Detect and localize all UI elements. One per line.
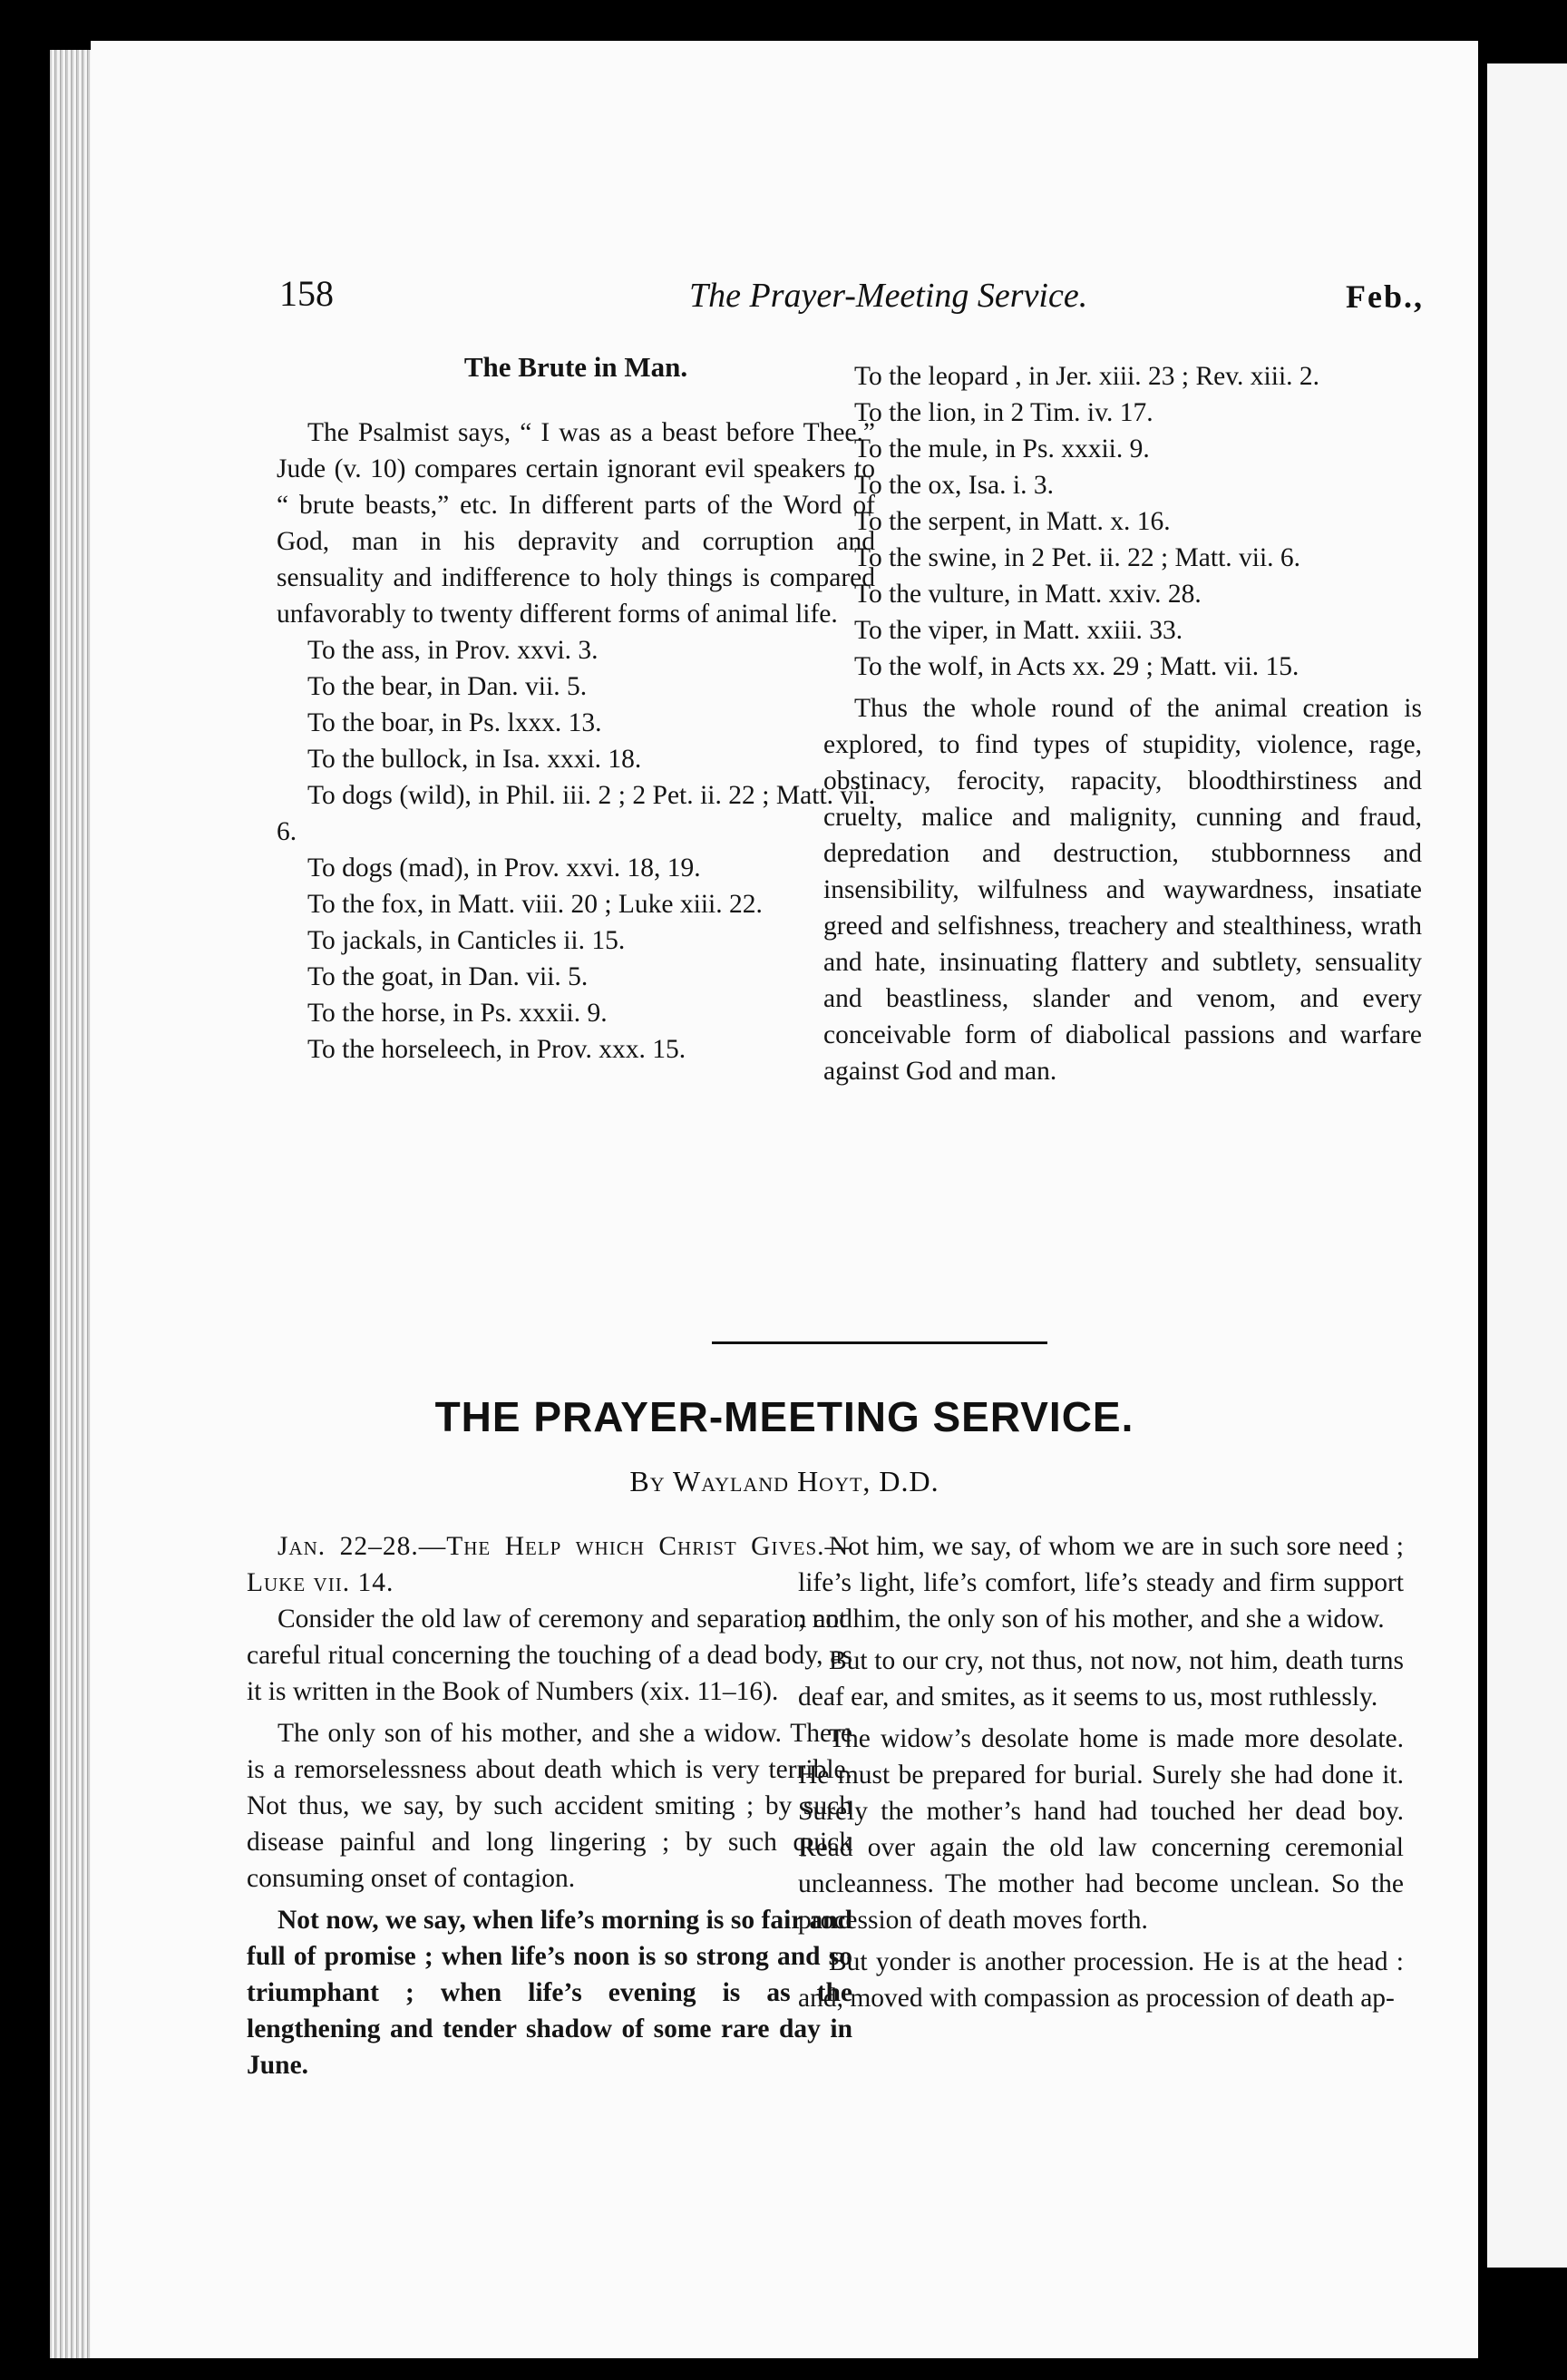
list-item: To the viper, in Matt. xxiii. 33. [854,616,1183,645]
list-item: To dogs (wild), in Phil. iii. 2 ; 2 Pet. ii. 22 ; Matt. vii. 6. [277,781,875,846]
paragraph: The widow’s desolate home is made more desolate. He must be prepared for burial. Surely she had done it. Surely the mother’s hand had touched her dead boy. Read over again the old law concerning ceremonial uncleanness. The mother had become unclean. So the procession of death moves forth. [798,1724,1404,1935]
list-item: To the ass, in Prov. xxvi. 3. [307,636,599,665]
paragraph: Not now, we say, when life’s morning is so fair and full of promise ; when life’s noon is so strong and so triumphant ; when life’s evening is as the lengthening and tender shadow of some rare day in June. [247,1906,852,2080]
list-item: To the wolf, in Acts xx. 29 ; Matt. vii. 15. [854,652,1299,681]
list-item: To the horseleech, in Prov. xxx. 15. [307,1035,686,1064]
section-title: THE PRAYER-MEETING SERVICE. [434,1393,1134,1440]
list-item: To jackals, in Canticles ii. 15. [307,926,626,955]
list-item: To the horse, in Ps. xxxii. 9. [307,999,608,1028]
page-header [91,272,1478,327]
facing-page-edge [1487,63,1567,2268]
service-left-column [247,1528,852,2083]
list-item: To the fox, in Matt. viii. 20 ; Luke xiii. 22. [307,890,763,919]
paragraph: Consider the old law of ceremony and separation and careful ritual concerning the touching of a dead body, as it is written in the Book of Numbers (xix. 11–16). [247,1605,852,1706]
paragraph: The only son of his mother, and she a widow. There is a remorselessness about death which is very terrible. Not thus, we say, by such accident smiting ; by such disease painful and long lingering ; by such quick consuming onset of contagion. [247,1719,852,1893]
month-label: Feb., [1346,278,1424,315]
list-item: To the leopard , in Jer. xiii. 23 ; Rev. xiii. 2. [854,362,1320,391]
page-number: 158 [279,273,334,314]
list-item: To dogs (mad), in Prov. xxvi. 18, 19. [307,853,701,883]
paragraph: But to our cry, not thus, not now, not him, death turns deaf ear, and smites, as it seems to us, most ruthlessly. [798,1646,1404,1712]
brute-left-column [277,349,875,1068]
running-title: The Prayer-Meeting Service. [689,277,1088,315]
list-item: To the bullock, in Isa. xxxi. 18. [307,745,642,774]
list-item: To the lion, in 2 Tim. iv. 17. [854,398,1153,427]
byline: By Wayland Hoyt, D.D. [629,1465,939,1497]
list-item: To the vulture, in Matt. xxiv. 28. [854,580,1202,609]
list-item: To the swine, in 2 Pet. ii. 22 ; Matt. vii. 6. [854,543,1301,572]
list-item: To the ox, Isa. i. 3. [854,471,1054,500]
paragraph: Thus the whole round of the animal creation is explored, to find types of stupidity, violence, rage, obstinacy, ferocity, rapacity, bloodthirstiness and cruelty, malice and malignity, cunning and fraud, depredation and destruction, stubbornness and insensibility, wilfulness and waywardness, insatiate greed and selfishness, treachery and stealthiness, wrath and hate, insinuating flattery and subtlety, sensuality and beastliness, slander and venom, and every conceivable form of diabolical passions and warfare against God and man. [823,694,1422,1086]
list-item: To the mule, in Ps. xxxii. 9. [854,434,1150,463]
section-divider [712,1341,1047,1344]
article-title: The Brute in Man. [463,351,688,383]
topic-heading: Jan. 22–28.—The Help which Christ Gives.—Luke vii. 14. [247,1532,852,1597]
paragraph: But yonder is another procession. He is at the head : and, moved with compassion as procession of death ap- [798,1947,1404,2013]
list-item: To the bear, in Dan. vii. 5. [307,672,588,701]
service-right-column [798,1528,1404,2016]
list-item: To the serpent, in Matt. x. 16. [854,507,1171,536]
list-item: To the goat, in Dan. vii. 5. [307,962,589,991]
list-item: To the boar, in Ps. lxxx. 13. [307,708,602,737]
paragraph: The Psalmist says, “ I was as a beast before Thee.” Jude (v. 10) compares certain ignorant evil speakers to “ brute beasts,” etc. In different parts of the Word of God, man in his depravity and corruption and sensuality and indifference to holy things is compared unfavorably to twenty different forms of animal life. [277,418,875,629]
brute-right-column [823,358,1422,1089]
book-page [91,41,1478,2358]
paragraph: Not him, we say, of whom we are in such sore need ; life’s light, life’s comfort, life’s steady and firm support ; not him, the only son of his mother, and she a widow. [798,1532,1404,1634]
